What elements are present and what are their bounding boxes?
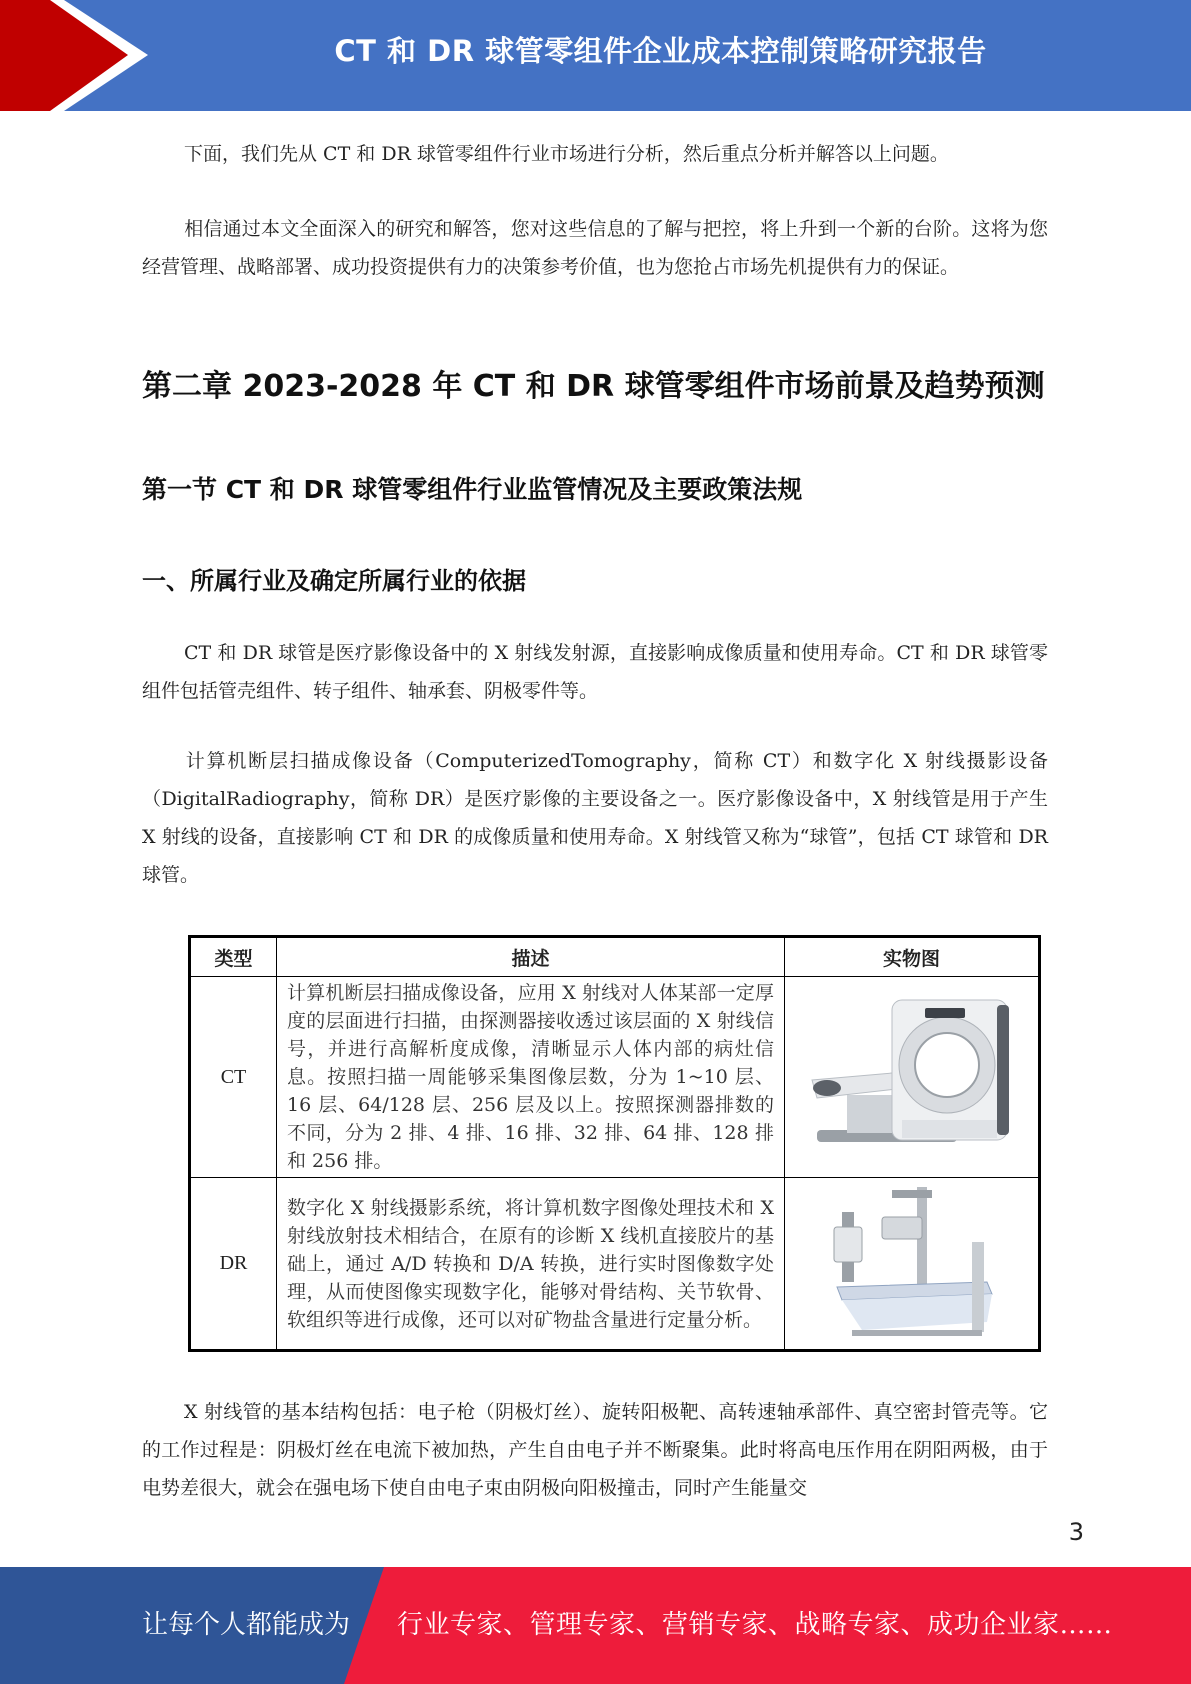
dr-system-image — [822, 1182, 1002, 1342]
device-comparison-table — [188, 935, 1041, 1352]
report-title: CT 和 DR 球管零组件企业成本控制策略研究报告 — [334, 34, 987, 68]
page-footer — [0, 1567, 1191, 1684]
page-number: 3 — [1068, 1518, 1084, 1546]
chapter-heading: 第二章 2023-2028 年 CT 和 DR 球管零组件市场前景及趋势预测 — [142, 369, 1045, 404]
table-cell-type-ct: CT — [190, 977, 277, 1178]
table-cell-desc-dr: 数字化 X 射线摄影系统，将计算机数字图像处理技术和 X 射线放射技术相结合，在原有的诊断 X 线机直接胶片的基础上，通过 A/D 转换和 D/A 转换，进行实时图像数字处理，从而使图像实现数字化，能够对骨结构、关节软骨、软组织等进行成像，还可以对矿物盐含量进行定量分析。 — [277, 1178, 785, 1351]
table-header-image: 实物图 — [785, 937, 1040, 977]
footer-slogan-right: 行业专家、管理专家、营销专家、战略专家、成功企业家…… — [397, 1610, 1113, 1640]
footer-slogan-left: 让每个人都能成为 — [142, 1610, 351, 1640]
paragraph-devices-text: 计算机断层扫描成像设备（ComputerizedTomography，简称 CT）和数字化 X 射线摄影设备（DigitalRadiography，简称 DR）是医疗影像的主要设备之一。医疗影像设备中，X 射线管是用于产生 X 射线的设备，直接影响 CT 和 DR 的成像质量和使用寿命。X 射线管又称为“球管”，包括 CT 球管和 DR 球管。 — [142, 750, 1048, 886]
paragraph-ct-dr-tube — [142, 634, 1048, 710]
table-row — [190, 1178, 1040, 1351]
paragraph-intro-text: 下面，我们先从 CT 和 DR 球管零组件行业市场进行分析，然后重点分析并解答以上问题。 — [184, 143, 949, 165]
paragraph-value — [142, 210, 1048, 286]
table-cell-desc-ct: 计算机断层扫描成像设备，应用 X 射线对人体某部一定厚度的层面进行扫描，由探测器接收透过该层面的 X 射线信号，并进行高解析度成像，清晰显示人体内部的病灶信息。按照扫描一周能够采集图像层数，分为 1~10 层、16 层、64/128 层、256 层及以上。按照探测器排数的不同，分为 2 排、4 排、16 排、32 排、64 排、128 排和 256 排。 — [277, 977, 785, 1178]
section-heading: 第一节 CT 和 DR 球管零组件行业监管情况及主要政策法规 — [142, 475, 803, 504]
paragraph-ct-dr-tube-text: CT 和 DR 球管是医疗影像设备中的 X 射线发射源，直接影响成像质量和使用寿命。CT 和 DR 球管零组件包括管壳组件、转子组件、轴承套、阴极零件等。 — [142, 642, 1048, 702]
paragraph-intro — [142, 135, 1048, 173]
ct-scanner-image — [807, 990, 1017, 1160]
subsection-heading: 一、所属行业及确定所属行业的依据 — [142, 567, 526, 595]
page-header — [0, 0, 1191, 111]
paragraph-xray-structure-text: X 射线管的基本结构包括：电子枪（阴极灯丝）、旋转阳极靶、高转速轴承部件、真空密封管壳等。它的工作过程是：阴极灯丝在电流下被加热，产生自由电子并不断聚集。此时将高电压作用在阴阳两极，由于电势差很大，就会在强电场下使自由电子束由阴极向阳极撞击，同时产生能量交 — [142, 1401, 1048, 1499]
paragraph-value-text: 相信通过本文全面深入的研究和解答，您对这些信息的了解与把控，将上升到一个新的台阶。这将为您经营管理、战略部署、成功投资提供有力的决策参考价值，也为您抢占市场先机提供有力的保证。 — [142, 218, 1048, 278]
table-header-row — [190, 937, 1040, 977]
paragraph-xray-structure — [142, 1393, 1048, 1507]
table-cell-type-dr: DR — [190, 1178, 277, 1351]
table-row — [190, 977, 1040, 1178]
table-header-desc: 描述 — [277, 937, 785, 977]
table-cell-image-dr — [785, 1178, 1040, 1351]
paragraph-devices — [142, 742, 1048, 894]
table-cell-image-ct — [785, 977, 1040, 1178]
table-header-type: 类型 — [190, 937, 277, 977]
